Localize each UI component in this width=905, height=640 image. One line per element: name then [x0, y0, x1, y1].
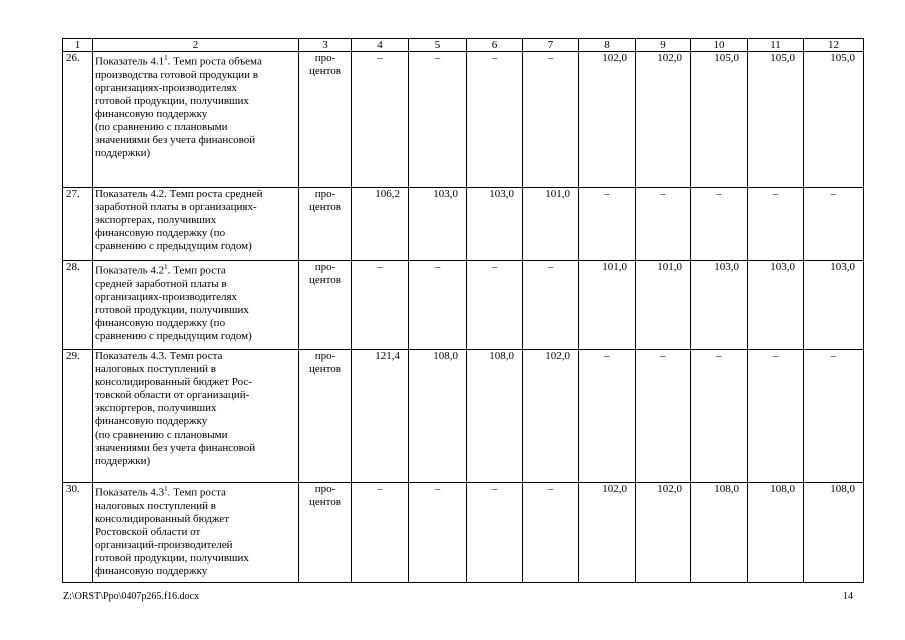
- value-cell: –: [748, 350, 804, 483]
- value-cell: –: [636, 188, 691, 261]
- value-cell: 105,0: [748, 52, 804, 188]
- value-cell: 101,0: [636, 261, 691, 350]
- unit-cell: про- центов: [299, 261, 352, 350]
- footnote-marker: 1: [164, 485, 168, 493]
- value-cell: 108,0: [748, 483, 804, 583]
- value-cell: –: [748, 188, 804, 261]
- value-cell: –: [352, 52, 409, 188]
- value-cell: 101,0: [523, 188, 579, 261]
- unit-cell: про- центов: [299, 52, 352, 188]
- value-cell: –: [467, 261, 523, 350]
- indicator-name-text: Показатель 4.1: [95, 55, 165, 68]
- table-row: [63, 52, 864, 188]
- indicators-table: [62, 38, 864, 583]
- value-cell: –: [352, 261, 409, 350]
- indicator-name: [93, 350, 299, 483]
- column-number-header: 6: [467, 39, 523, 52]
- value-cell: 103,0: [804, 261, 864, 350]
- row-number: 30.: [63, 483, 93, 583]
- value-cell: –: [804, 188, 864, 261]
- row-number: 26.: [63, 52, 93, 188]
- value-cell: –: [579, 188, 636, 261]
- value-cell: –: [804, 350, 864, 483]
- indicator-name-text: . Темп роста налоговых поступлений в консолидированный бюджет Ростовской области от организаций-производителей готовой продукции, получивших финансовую поддержку: [95, 486, 249, 578]
- column-number-header: 10: [691, 39, 748, 52]
- value-cell: 102,0: [636, 52, 691, 188]
- indicator-name: [93, 52, 299, 188]
- table-row: [63, 350, 864, 483]
- indicator-name-text: . Темп роста средней заработной платы в организациях-производителях готовой продукции, получивших финансовую поддержку (по сравнению с предыдущим годом): [95, 264, 252, 343]
- column-number-header: 11: [748, 39, 804, 52]
- row-number: 27.: [63, 188, 93, 261]
- column-number-header: 3: [299, 39, 352, 52]
- unit-cell: про- центов: [299, 483, 352, 583]
- indicator-name-text: Показатель 4.3: [95, 486, 165, 499]
- column-number-header: 7: [523, 39, 579, 52]
- value-cell: 102,0: [579, 483, 636, 583]
- value-cell: –: [352, 483, 409, 583]
- indicator-name-text: Показатель 4.2. Темп роста средней заработной платы в организациях- экспортерах, получивших финансовую поддержку (по сравнению с предыдущим годом): [95, 188, 263, 253]
- column-number-header: 2: [93, 39, 299, 52]
- table-row: [63, 483, 864, 583]
- value-cell: 103,0: [467, 188, 523, 261]
- column-number-header: 4: [352, 39, 409, 52]
- indicator-name-text: Показатель 4.2: [95, 264, 165, 277]
- value-cell: 108,0: [467, 350, 523, 483]
- footer-file-path: Z:\ORST\Ppo\0407p265.f16.docx: [63, 591, 200, 602]
- indicator-name-text: . Темп роста объема производства готовой продукции в организациях-производителях готовой продукции, получивших финансовую поддержку (по сравнению с плановыми значениями без учета финансовой поддержки): [95, 55, 262, 160]
- value-cell: 108,0: [409, 350, 467, 483]
- value-cell: –: [636, 350, 691, 483]
- value-cell: –: [691, 350, 748, 483]
- value-cell: –: [523, 483, 579, 583]
- table-row: [63, 261, 864, 350]
- indicator-name: [93, 188, 299, 261]
- value-cell: 103,0: [691, 261, 748, 350]
- footnote-marker: 1: [164, 54, 168, 62]
- table-row: [63, 188, 864, 261]
- value-cell: 103,0: [748, 261, 804, 350]
- value-cell: –: [467, 52, 523, 188]
- value-cell: –: [579, 350, 636, 483]
- value-cell: 102,0: [579, 52, 636, 188]
- column-number-header: 1: [63, 39, 93, 52]
- value-cell: –: [523, 261, 579, 350]
- value-cell: 121,4: [352, 350, 409, 483]
- indicator-name: [93, 261, 299, 350]
- footer-page-number: 14: [843, 591, 853, 602]
- value-cell: 101,0: [579, 261, 636, 350]
- row-number: 28.: [63, 261, 93, 350]
- value-cell: –: [409, 261, 467, 350]
- value-cell: –: [467, 483, 523, 583]
- indicator-name: [93, 483, 299, 583]
- value-cell: 102,0: [523, 350, 579, 483]
- value-cell: –: [409, 52, 467, 188]
- indicator-name-text: Показатель 4.3. Темп роста налоговых поступлений в консолидированный бюджет Рос- товской области от организаций- экспортеров, получивших финансовую поддержку (по сравнению с плановыми значениями без учета финансовой поддержки): [95, 350, 256, 467]
- row-number: 29.: [63, 350, 93, 483]
- unit-cell: про- центов: [299, 188, 352, 261]
- column-number-header: 12: [804, 39, 864, 52]
- value-cell: 105,0: [691, 52, 748, 188]
- column-number-header: 5: [409, 39, 467, 52]
- value-cell: –: [523, 52, 579, 188]
- footnote-marker: 1: [164, 263, 168, 271]
- value-cell: 108,0: [691, 483, 748, 583]
- value-cell: 108,0: [804, 483, 864, 583]
- column-number-header: 8: [579, 39, 636, 52]
- unit-cell: про- центов: [299, 350, 352, 483]
- value-cell: 106,2: [352, 188, 409, 261]
- value-cell: –: [691, 188, 748, 261]
- column-number-row: [63, 39, 864, 52]
- value-cell: 102,0: [636, 483, 691, 583]
- value-cell: –: [409, 483, 467, 583]
- column-number-header: 9: [636, 39, 691, 52]
- value-cell: 103,0: [409, 188, 467, 261]
- value-cell: 105,0: [804, 52, 864, 188]
